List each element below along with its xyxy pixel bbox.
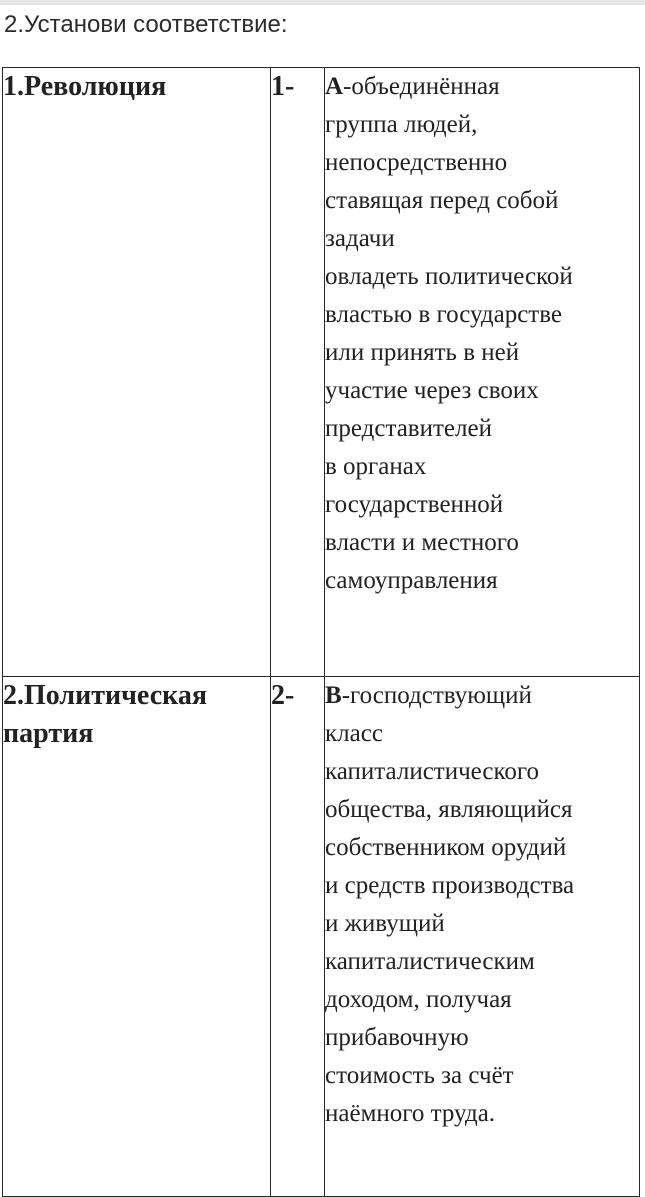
top-divider <box>0 0 645 5</box>
definition-line: в органах <box>325 453 427 480</box>
definition-line: представителей <box>325 415 492 442</box>
definition-line: самоуправления <box>325 567 498 594</box>
definition-line: доходом, получая <box>325 986 512 1013</box>
definition-line: и живущий <box>325 910 445 937</box>
definition-line: государственной <box>325 491 504 518</box>
definition-cell <box>325 677 640 1197</box>
definition-line: собственником орудий <box>325 834 567 861</box>
table-row <box>3 677 640 1197</box>
definition-line: класс <box>325 720 383 747</box>
definition-line: овладеть политической <box>325 263 573 290</box>
definition-line: А-объединённая <box>325 73 500 100</box>
definition-letter: А <box>325 73 344 100</box>
definition-line: прибавочную <box>325 1024 469 1051</box>
table-row <box>3 68 640 677</box>
term-cell <box>3 68 271 677</box>
definition-line: ставящая перед собой <box>325 187 559 214</box>
definition-line: и средств производства <box>325 872 575 899</box>
term-cell <box>3 677 271 1197</box>
definition-line: власти и местного <box>325 529 519 556</box>
definition-line: или принять в ней <box>325 339 520 366</box>
definition-cell <box>325 68 640 677</box>
definition-line: капиталистического <box>325 758 539 785</box>
definition-line: В-господствующий <box>325 682 532 709</box>
definition-line: наёмного труда. <box>325 1100 496 1127</box>
definition-letter: В <box>325 682 342 709</box>
number-cell: 1- <box>271 68 325 677</box>
term-line: 1.Революция <box>3 71 167 102</box>
matching-table <box>2 67 640 1197</box>
definition-line: капиталистическим <box>325 948 535 975</box>
definition-line: группа людей, <box>325 111 478 138</box>
definition-line: общества, являющийся <box>325 796 573 823</box>
term-line: партия <box>3 718 94 749</box>
definition-line: задачи <box>325 225 395 252</box>
definition-line: участие через своих <box>325 377 539 404</box>
number-cell: 2- <box>271 677 325 1197</box>
definition-line: непосредственно <box>325 149 508 176</box>
task-prompt: 2.Установи соответствие: <box>4 11 288 38</box>
definition-line: властью в государстве <box>325 301 562 328</box>
definition-line: стоимость за счёт <box>325 1062 514 1089</box>
term-line: 2.Политическая <box>3 680 207 711</box>
